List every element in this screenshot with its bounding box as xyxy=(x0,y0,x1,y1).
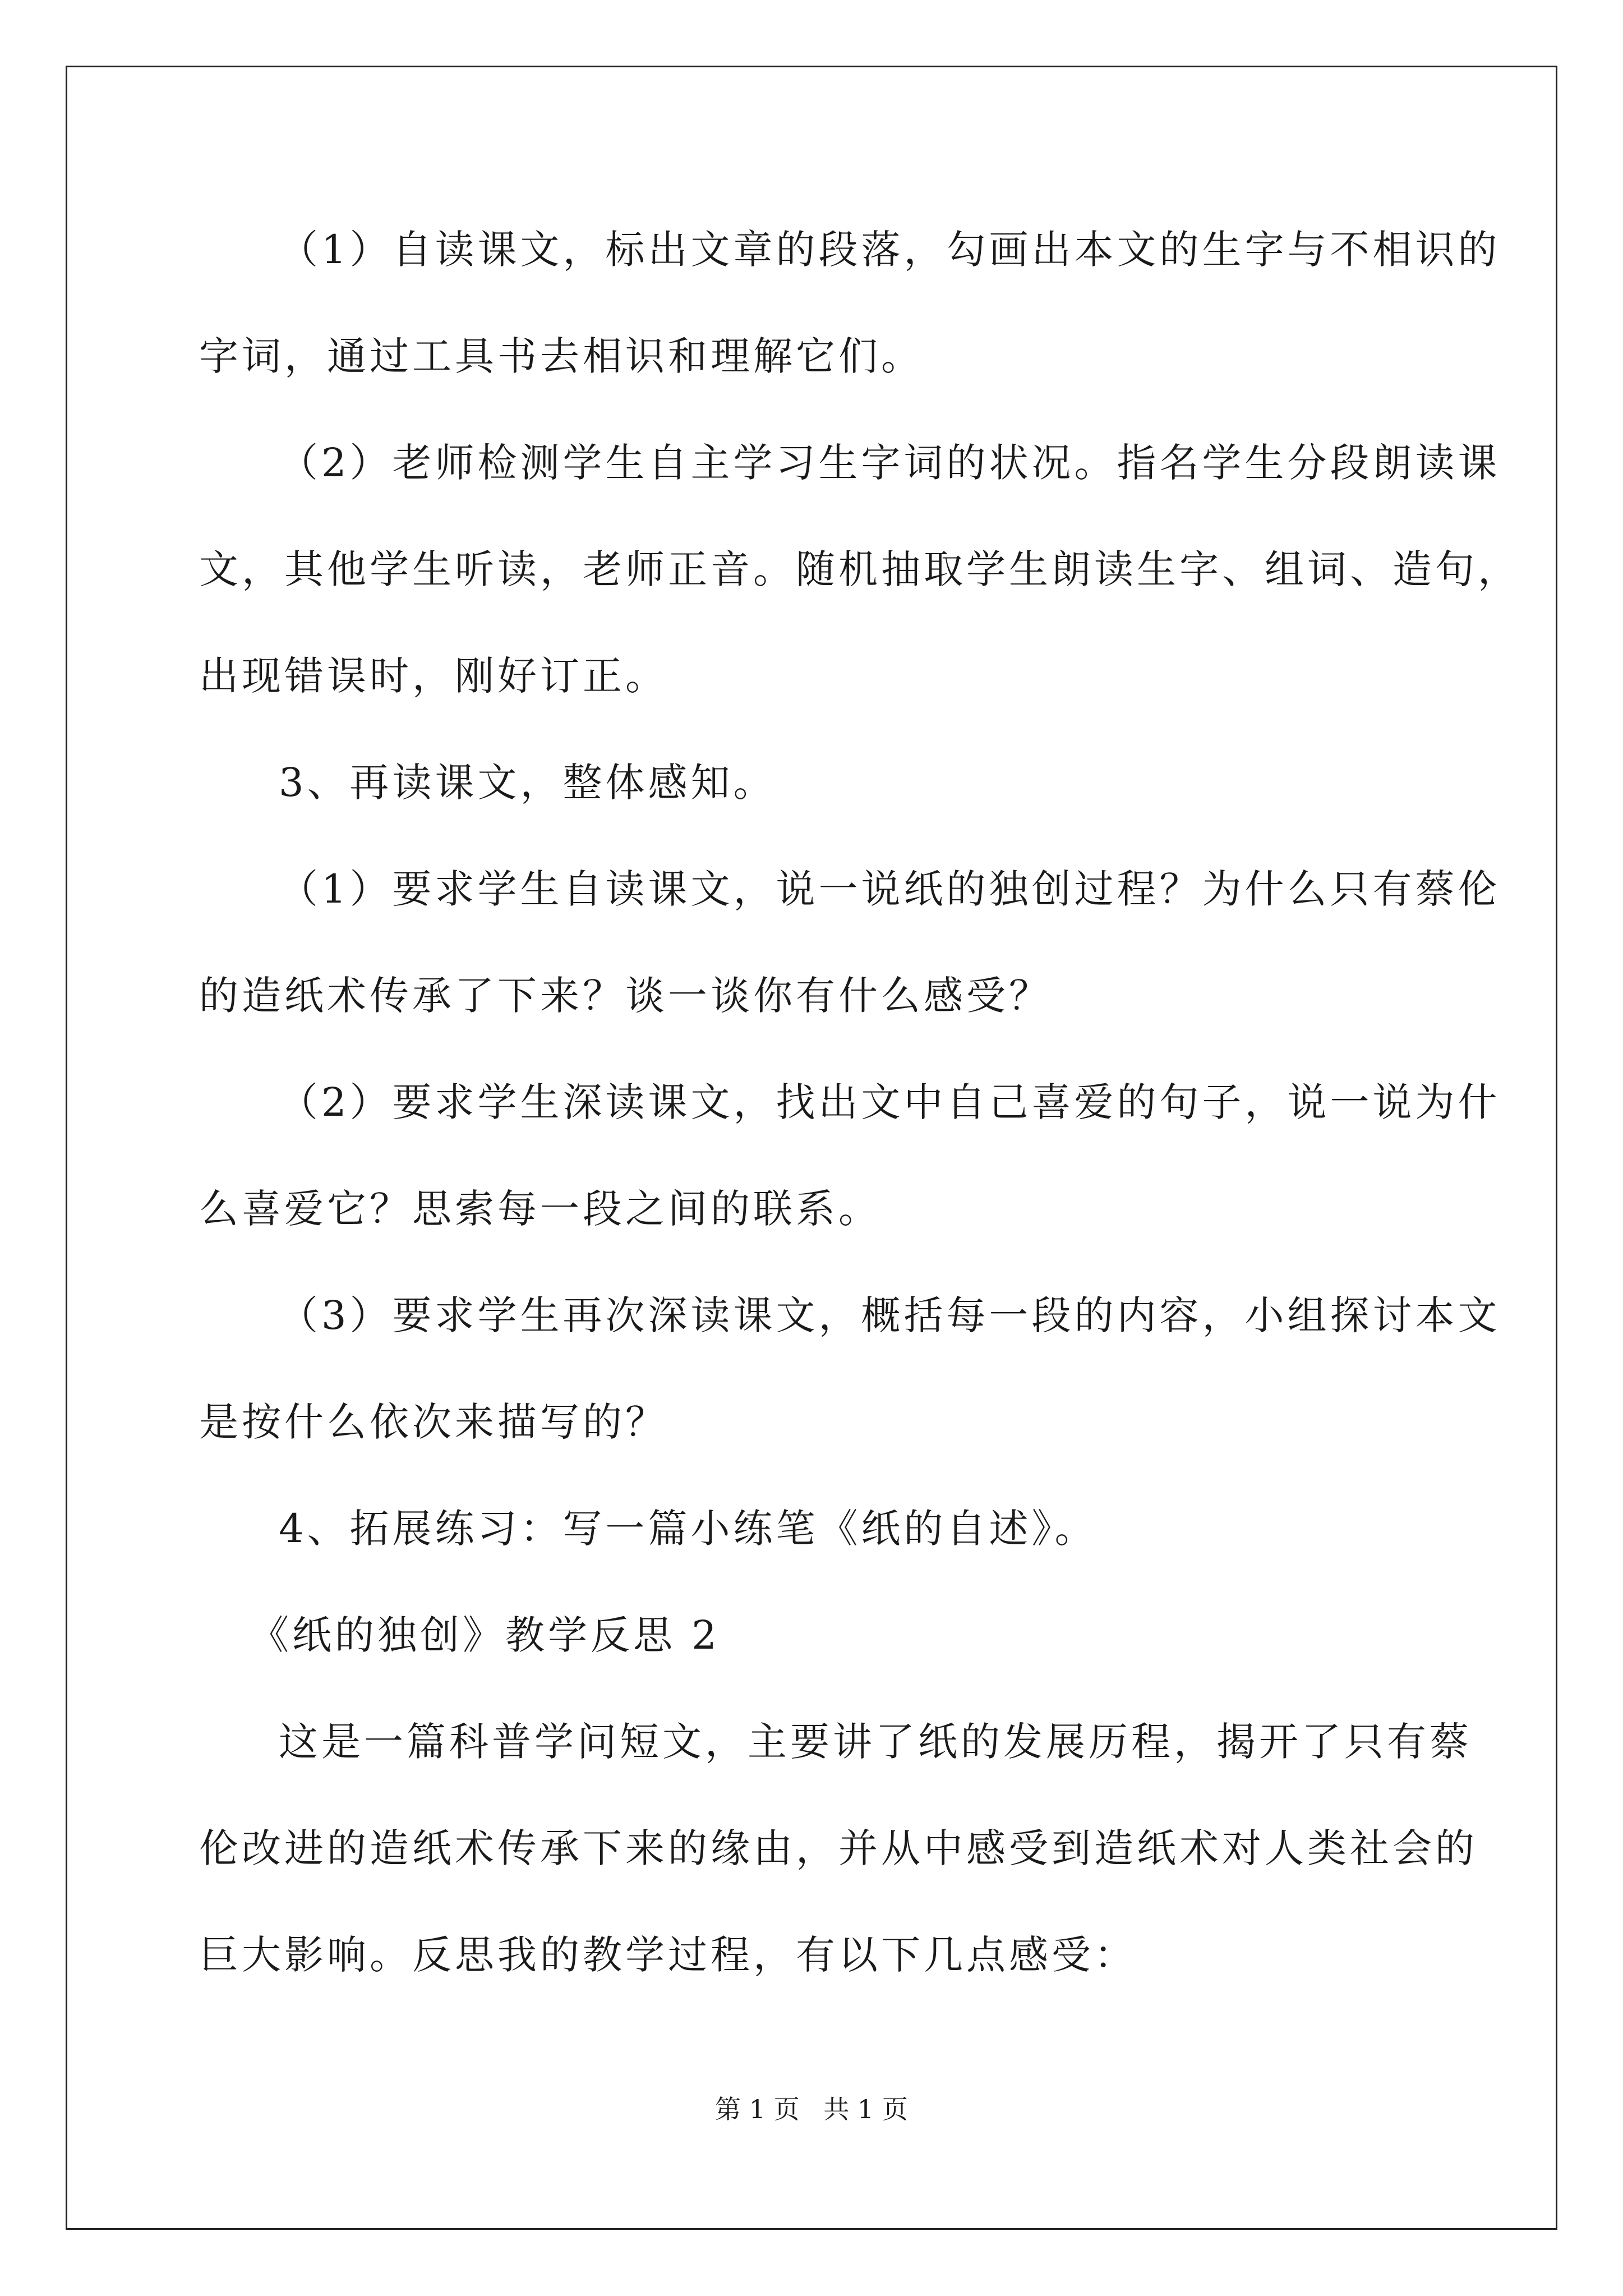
page-footer xyxy=(0,2092,1623,2126)
paragraph-line: 巨大影响。反思我的教学过程，有以下几点感受： xyxy=(199,1932,1137,1978)
section-heading: 《纸的独创》教学反思 2 xyxy=(250,1612,720,1658)
page-number-total: 共 1 页 xyxy=(823,2094,908,2124)
paragraph-line: 3、再读课文，整体感知。 xyxy=(279,760,776,806)
paragraph-line: 出现错误时，刚好订正。 xyxy=(199,653,668,699)
paragraph-line: 的造纸术传承了下来？谈一谈你有什么感受？ xyxy=(199,973,1052,1019)
paragraph-line: 4、拓展练习：写一篇小练笔《纸的自述》。 xyxy=(279,1506,1098,1552)
page-border xyxy=(66,66,1557,2230)
page-number-current: 第 1 页 xyxy=(715,2094,800,2124)
paragraph-line: 伦改进的造纸术传承下来的缘由，并从中感受到造纸术对人类社会的 xyxy=(199,1825,1478,1871)
paragraph-line: （2）老师检测学生自主学习生字词的状况。指名学生分段朗读课 xyxy=(279,440,1501,486)
paragraph-line: （1）要求学生自读课文，说一说纸的独创过程？为什么只有蔡伦 xyxy=(279,866,1501,912)
paragraph-line: （2）要求学生深读课文，找出文中自己喜爱的句子，说一说为什 xyxy=(279,1079,1501,1125)
paragraph-line: 字词，通过工具书去相识和理解它们。 xyxy=(199,333,924,379)
paragraph-line: 文，其他学生听读，老师正音。随机抽取学生朗读生字、组词、造句， xyxy=(199,546,1520,592)
paragraph-line: 么喜爱它？思索每一段之间的联系。 xyxy=(199,1186,881,1232)
paragraph-line: （1）自读课文，标出文章的段落，勾画出本文的生字与不相识的 xyxy=(279,227,1501,273)
paragraph-line: 是按什么依次来描写的？ xyxy=(199,1399,668,1445)
paragraph-line: （3）要求学生再次深读课文，概括每一段的内容，小组探讨本文 xyxy=(279,1292,1501,1338)
paragraph-line: 这是一篇科普学问短文，主要讲了纸的发展历程，揭开了只有蔡 xyxy=(279,1719,1472,1765)
